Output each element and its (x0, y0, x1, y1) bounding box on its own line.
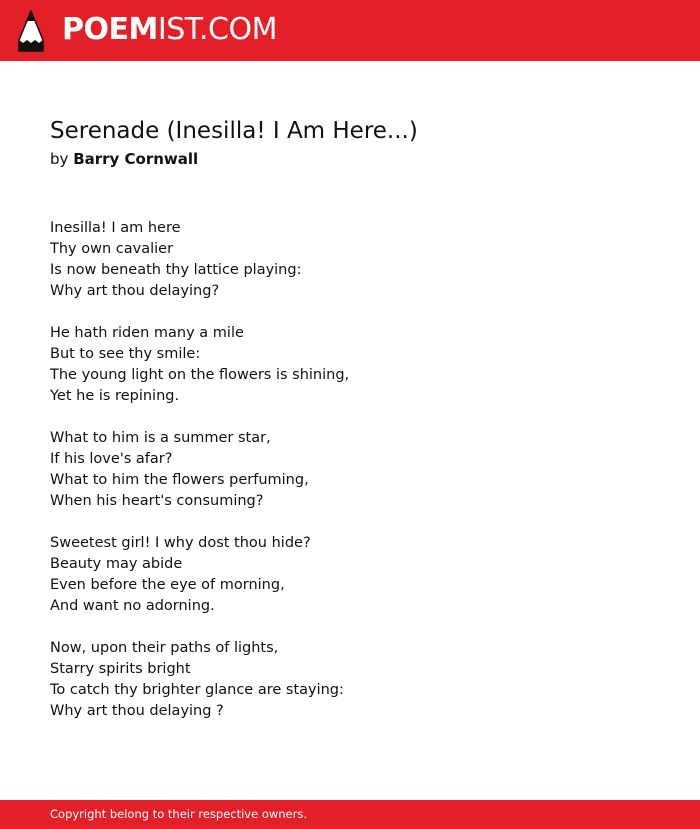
site-footer (0, 800, 700, 829)
logo-text-bold: POEM (62, 12, 158, 47)
poem-line: Sweetest girl! I why dost thou hide? (50, 535, 311, 551)
poem-line: Yet he is repining. (50, 388, 180, 404)
poem-line: Even before the eye of morning, (50, 577, 285, 593)
stanza (50, 428, 650, 512)
poem-line: And want no adorning. (50, 598, 215, 614)
poem-line: What to him is a summer star, (50, 430, 271, 446)
poem-line: When his heart's consuming? (50, 493, 264, 509)
logo-text-light: IST.COM (157, 12, 277, 47)
stanza (50, 533, 650, 617)
poem-line: Starry spirits bright (50, 661, 191, 677)
poem-line: Inesilla! I am here (50, 220, 181, 236)
pencil-tip-icon (18, 10, 44, 52)
poem-heading (50, 114, 650, 170)
poem-line: Now, upon their paths of lights, (50, 640, 279, 656)
poem-line: To catch thy brighter glance are staying: (50, 682, 344, 698)
poem-line: Beauty may abide (50, 556, 183, 572)
poem-body (50, 218, 650, 743)
poem-line: The young light on the flowers is shining, (50, 367, 350, 383)
poem-line: Is now beneath thy lattice playing: (50, 262, 302, 278)
byline (50, 148, 650, 170)
poem-line: If his love's afar? (50, 451, 173, 467)
poem-line: Why art thou delaying ? (50, 703, 224, 719)
copyright-notice: Copyright belong to their respective owners. (50, 807, 308, 821)
stanza (50, 323, 650, 407)
site-header (0, 0, 700, 61)
poem-line: But to see thy smile: (50, 346, 201, 362)
poem-line: What to him the flowers perfuming, (50, 472, 309, 488)
stanza (50, 638, 650, 722)
author-name: Barry Cornwall (73, 150, 199, 168)
poem-title: Serenade (Inesilla! I Am Here...) (50, 118, 418, 144)
stanza (50, 218, 650, 302)
poem-line: He hath riden many a mile (50, 325, 244, 341)
poem-line: Why art thou delaying? (50, 283, 220, 299)
poem-line: Thy own cavalier (50, 241, 174, 257)
site-logo[interactable] (62, 12, 277, 48)
by-label: by (50, 150, 69, 168)
